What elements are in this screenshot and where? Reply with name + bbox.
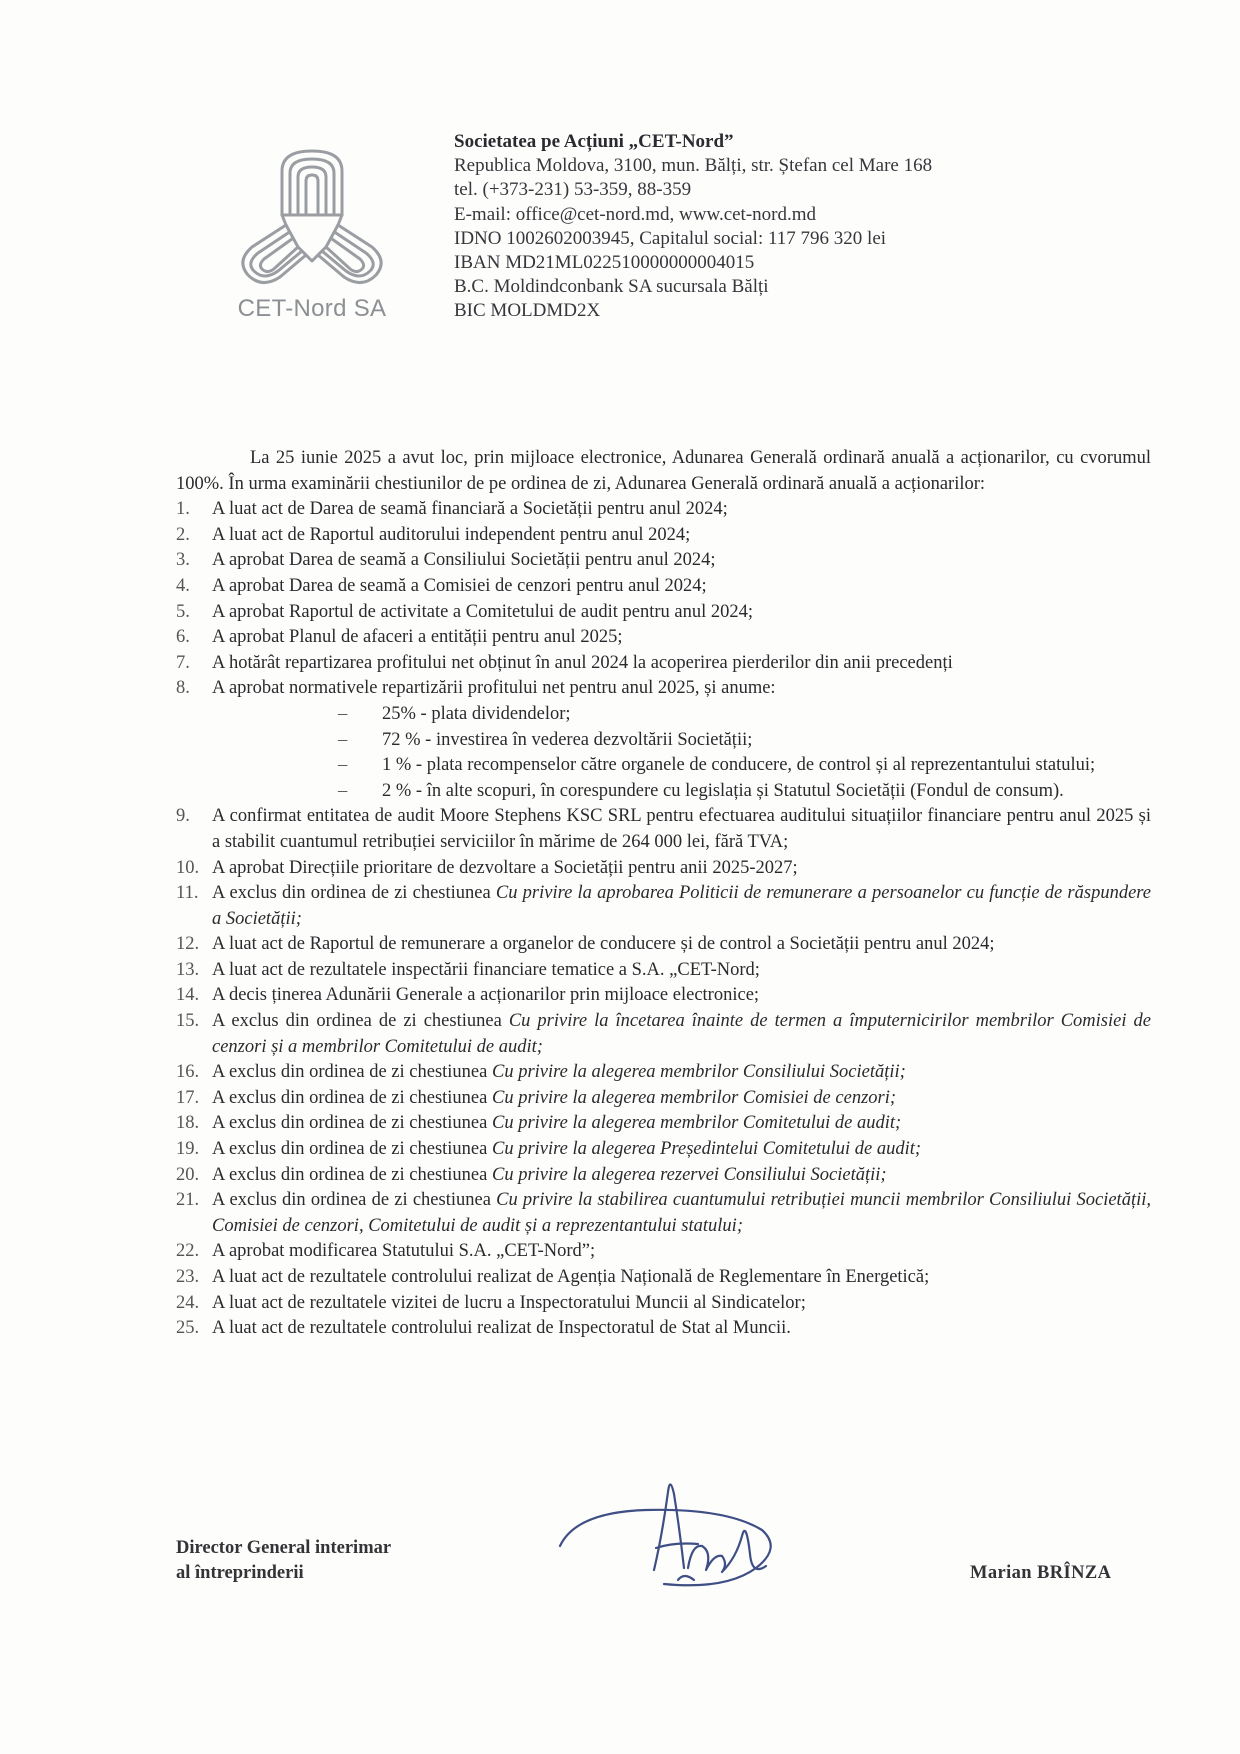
sub-item-text: 1 % - plata recompenselor către organele de conducere, de control și al reprezentantului statului;: [382, 755, 1096, 776]
list-item: [176, 497, 1151, 523]
list-item: [176, 676, 1151, 804]
list-item: [176, 1316, 1151, 1342]
decision-list: [176, 497, 1151, 1342]
item-number: 3.: [176, 550, 190, 571]
list-item: [176, 651, 1151, 677]
item-number: 1.: [176, 499, 190, 520]
company-logo: [222, 143, 402, 333]
item-number: 16.: [176, 1062, 200, 1083]
item-number: 18.: [176, 1113, 200, 1134]
item-number: 25.: [176, 1318, 200, 1339]
item-text: A luat act de rezultatele controlului realizat de Inspectoratul de Stat al Muncii.: [212, 1318, 791, 1339]
item-text: A aprobat Raportul de activitate a Comitetului de audit pentru anul 2024;: [212, 601, 753, 622]
dash-bullet: –: [338, 703, 348, 724]
item-text: A exclus din ordinea de zi chestiunea: [212, 1113, 492, 1134]
item-text: A aprobat Direcțiile prioritare de dezvoltare a Societății pentru anii 2025-2027;: [212, 857, 798, 878]
item-number: 6.: [176, 627, 190, 648]
sub-list-item: [338, 728, 1151, 754]
item-number: 9.: [176, 806, 190, 827]
company-email: E-mail: office@cet-nord.md, www.cet-nord.md: [454, 203, 817, 225]
list-item: [176, 1111, 1151, 1137]
company-tel: tel. (+373-231) 53-359, 88-359: [454, 179, 692, 201]
item-italic-text: Cu privire la alegerea membrilor Comitetului de audit;: [491, 1113, 902, 1134]
sub-list-item: [338, 702, 1151, 728]
list-item: [176, 1060, 1151, 1086]
item-text: A aprobat normativele repartizării profitului net pentru anul 2025, și anume:: [212, 678, 776, 699]
item-text: A aprobat modificarea Statutului S.A. „CET-Nord”;: [212, 1241, 596, 1262]
dash-bullet: –: [338, 729, 348, 750]
sub-list-item: [338, 753, 1151, 779]
intro-paragraph: La 25 iunie 2025 a avut loc, prin mijloace electronice, Adunarea Generală ordinară anuală a acționarilor, cu cvorumul 100%. În urma examinării chestiunilor de pe ordinea de zi, Adunarea Generală ordinară anuală a acționarilor:: [176, 448, 1151, 494]
item-text: A luat act de rezultatele inspectării financiare tematice a S.A. „CET-Nord;: [212, 959, 760, 980]
signatory-title: [176, 1536, 391, 1586]
company-iban: IBAN MD21ML022510000000004015: [454, 252, 755, 274]
list-item: [176, 600, 1151, 626]
list-item: [176, 1265, 1151, 1291]
list-item: [176, 1188, 1151, 1239]
list-item: [176, 548, 1151, 574]
item-italic-text: Cu privire la stabilirea cuantumului retribuției muncii membrilor Consiliului Societății, Comisiei de cenzori, Comitetului de audit și a reprezentantului statului;: [212, 1190, 1151, 1236]
list-item: [176, 523, 1151, 549]
item-number: 23.: [176, 1267, 200, 1287]
item-text: A exclus din ordinea de zi chestiunea: [212, 1062, 492, 1083]
item-text: A luat act de rezultatele controlului realizat de Agenția Națională de Reglementare în Energetică;: [212, 1267, 930, 1287]
item-number: 24.: [176, 1292, 200, 1313]
item-number: 20.: [176, 1164, 200, 1185]
item-italic-text: Cu privire la alegerea membrilor Comisiei de cenzori;: [491, 1087, 897, 1108]
item-text: A luat act de rezultatele vizitei de lucru a Inspectoratului Muncii al Sindicatelor;: [212, 1292, 806, 1313]
list-item: [176, 574, 1151, 600]
item-text: A confirmat entitatea de audit Moore Stephens KSC SRL pentru efectuarea auditului situațiilor financiare pentru anul 2025 și a stabilit cuantumul retribuției serviciilor în mărime de 264 000 lei, fără TVA;: [212, 806, 1151, 852]
item-text: A exclus din ordinea de zi chestiunea: [212, 1011, 509, 1032]
dash-bullet: –: [338, 755, 348, 776]
item-italic-text: Cu privire la alegerea rezervei Consiliului Societății;: [491, 1164, 887, 1185]
item-number: 4.: [176, 575, 190, 596]
item-text: A exclus din ordinea de zi chestiunea: [212, 1190, 497, 1211]
company-header: [454, 130, 1154, 324]
item-number: 15.: [176, 1011, 200, 1032]
item-number: 19.: [176, 1139, 200, 1160]
list-item: [176, 1239, 1151, 1265]
list-item: [176, 983, 1151, 1009]
signatory-title-line1: Director General interimar: [176, 1538, 392, 1558]
item-number: 5.: [176, 601, 190, 622]
company-name: Societatea pe Acțiuni „CET-Nord”: [454, 131, 734, 152]
logo-text: CET-Nord SA: [237, 295, 387, 322]
list-item: [176, 1009, 1151, 1060]
list-item: [176, 804, 1151, 855]
list-item: [176, 881, 1151, 932]
item-text: A decis ținerea Adunării Generale a acționarilor prin mijloace electronice;: [212, 985, 760, 1006]
item-text: A aprobat Darea de seamă a Consiliului Societății pentru anul 2024;: [212, 550, 716, 571]
list-item: [176, 1163, 1151, 1189]
item-number: 11.: [176, 883, 199, 904]
item-number: 17.: [176, 1087, 200, 1108]
cet-nord-logo-icon: [230, 143, 394, 293]
profit-distribution-list: [212, 702, 1151, 804]
list-item: [176, 958, 1151, 984]
list-item: [176, 1086, 1151, 1112]
item-text: A aprobat Darea de seamă a Comisiei de cenzori pentru anul 2024;: [212, 575, 707, 596]
list-item: [176, 856, 1151, 882]
item-text: A hotărât repartizarea profitului net obținut în anul 2024 la acoperirea pierderilor din anii precedenți: [212, 652, 953, 673]
item-text: A luat act de Darea de seamă financiară a Societății pentru anul 2024;: [212, 499, 728, 520]
item-italic-text: Cu privire la încetarea înainte de termen a împuternicirilor membrilor Comisiei de cenzori și a membrilor Comitetului de audit;: [212, 1011, 1151, 1057]
item-number: 21.: [176, 1190, 200, 1211]
sub-item-text: 72 % - investirea în vederea dezvoltării Societății;: [382, 729, 753, 750]
company-bic: BIC MOLDMD2X: [454, 300, 601, 322]
item-text: A luat act de Raportul auditorului independent pentru anul 2024;: [212, 524, 691, 545]
item-text: A exclus din ordinea de zi chestiunea: [212, 883, 496, 904]
item-number: 2.: [176, 524, 190, 545]
item-text: A aprobat Planul de afaceri a entității pentru anul 2025;: [212, 627, 623, 648]
list-item: [176, 625, 1151, 651]
item-text: A exclus din ordinea de zi chestiunea: [212, 1164, 492, 1185]
list-item: [176, 932, 1151, 958]
item-number: 7.: [176, 652, 190, 673]
item-text: A exclus din ordinea de zi chestiunea: [212, 1087, 492, 1108]
signatory-name: Marian BRÎNZA: [970, 1563, 1112, 1583]
sub-list-item: [338, 779, 1151, 805]
item-number: 8.: [176, 678, 190, 699]
decision-body: [176, 446, 1151, 1342]
handwritten-signature: [556, 1472, 816, 1592]
item-italic-text: Cu privire la aprobarea Politicii de remunerare a persoanelor cu funcție de răspundere a Societății;: [212, 883, 1152, 929]
company-idno: IDNO 1002602003945, Capitalul social: 117 796 320 lei: [454, 227, 887, 249]
item-text: A exclus din ordinea de zi chestiunea: [212, 1139, 492, 1160]
signatory-title-line2: al întreprinderii: [176, 1563, 304, 1583]
item-number: 12.: [176, 934, 200, 955]
item-number: 22.: [176, 1241, 200, 1262]
item-number: 14.: [176, 985, 200, 1006]
sub-item-text: 2 % - în alte scopuri, în corespundere cu legislația și Statutul Societății (Fondul de consum).: [382, 780, 1064, 801]
item-italic-text: Cu privire la alegerea Președintelui Comitetului de audit;: [491, 1139, 922, 1160]
dash-bullet: –: [338, 780, 348, 801]
sub-item-text: 25% - plata dividendelor;: [382, 703, 571, 724]
item-number: 10.: [176, 857, 200, 878]
list-item: [176, 1291, 1151, 1317]
company-address: Republica Moldova, 3100, mun. Bălți, str. Ștefan cel Mare 168: [454, 155, 933, 177]
item-text: A luat act de Raportul de remunerare a organelor de conducere și de control a Societății pentru anul 2024;: [212, 934, 995, 955]
item-italic-text: Cu privire la alegerea membrilor Consiliului Societății;: [491, 1062, 906, 1083]
company-bank: B.C. Moldindconbank SA sucursala Bălți: [454, 276, 769, 298]
item-number: 13.: [176, 959, 200, 980]
list-item: [176, 1137, 1151, 1163]
